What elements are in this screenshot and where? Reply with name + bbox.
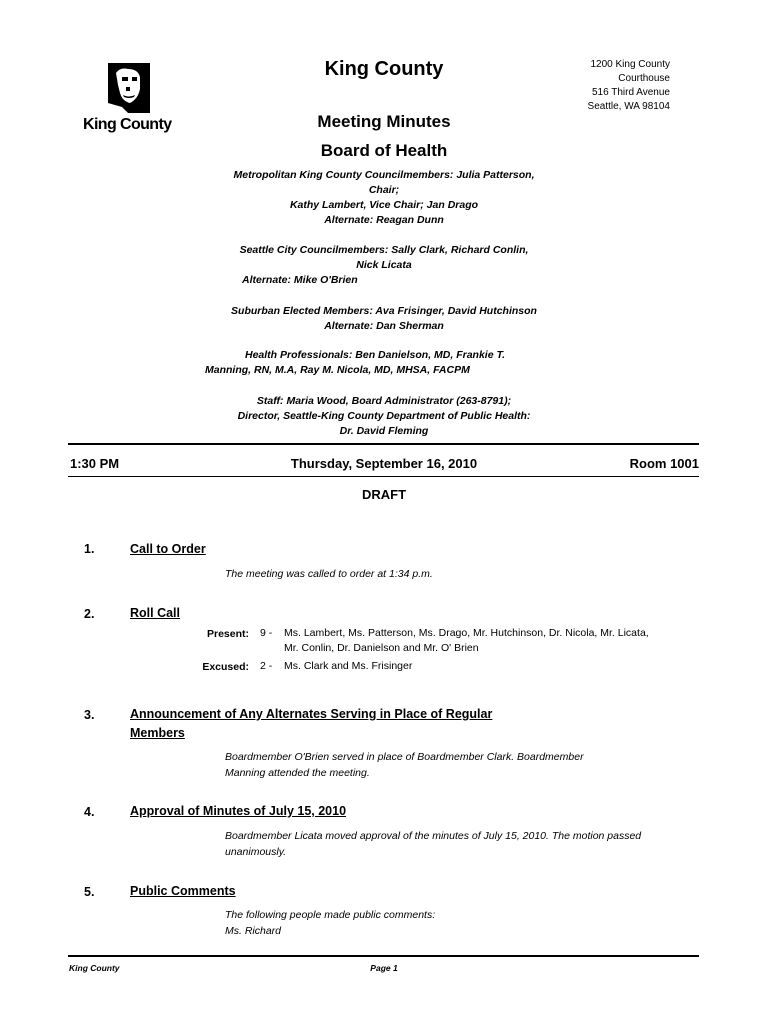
member-line: Nick Licata xyxy=(356,259,412,271)
meeting-date: Thursday, September 16, 2010 xyxy=(290,456,478,471)
org-title: King County xyxy=(324,58,444,80)
seattle-members xyxy=(200,243,568,288)
item-number: 4. xyxy=(84,805,95,819)
org-address xyxy=(588,58,670,114)
draft-status: DRAFT xyxy=(361,487,407,502)
staff-members xyxy=(200,394,568,439)
member-line: Chair; xyxy=(368,184,400,196)
page-number: Page 1 xyxy=(370,963,398,973)
metro-members xyxy=(200,168,568,228)
address-line: 516 Third Avenue xyxy=(591,87,670,98)
address-line: Seattle, WA 98104 xyxy=(587,101,670,112)
board-name: Board of Health xyxy=(320,141,448,160)
item-note-line: The following people made public comments: xyxy=(225,909,436,921)
address-line: Courthouse xyxy=(618,73,670,84)
item-title: Call to Order xyxy=(130,542,206,556)
footer-rule xyxy=(68,955,699,957)
item-number: 1. xyxy=(84,542,95,556)
excused-names: Ms. Clark and Ms. Frisinger xyxy=(284,660,413,672)
present-names: Ms. Lambert, Ms. Patterson, Ms. Drago, Mr. Hutchinson, Dr. Nicola, Mr. Licata, Mr. Conlin, Dr. Danielson and Mr. O' Brien xyxy=(284,627,649,654)
king-county-logo xyxy=(80,60,180,140)
item-title: Roll Call xyxy=(130,606,181,620)
member-line: Dr. David Fleming xyxy=(339,425,429,437)
meeting-time: 1:30 PM xyxy=(70,456,120,471)
member-line: Seattle City Councilmembers: Sally Clark, Richard Conlin, xyxy=(239,244,529,256)
member-line: Alternate: Reagan Dunn xyxy=(324,214,444,226)
present-label: Present: xyxy=(206,628,249,640)
member-line: Health Professionals: Ben Danielson, MD, Frankie T. xyxy=(245,349,506,361)
item-title-line: Members xyxy=(130,726,185,740)
member-line: Kathy Lambert, Vice Chair; Jan Drago xyxy=(289,199,479,211)
member-line: Manning, RN, M.A, Ray M. Nicola, MD, MHSA, FACPM xyxy=(205,364,470,376)
logo-wordmark: King County xyxy=(83,116,172,133)
item-title-line: Announcement of Any Alternates Serving in Place of Regular xyxy=(130,707,493,721)
header-rule-bottom xyxy=(68,476,699,477)
item-number: 3. xyxy=(84,708,95,722)
excused-label: Excused: xyxy=(202,661,249,673)
member-line: Staff: Maria Wood, Board Administrator (263-8791); xyxy=(256,395,512,407)
item-note-line: Ms. Richard xyxy=(225,925,282,937)
item-number: 2. xyxy=(84,607,95,621)
header-rule-top xyxy=(68,443,699,445)
item-note: Boardmember O'Brien served in place of Boardmember Clark. Boardmember Manning attended the meeting. xyxy=(225,751,584,779)
address-line: 1200 King County xyxy=(590,59,670,70)
item-title: Approval of Minutes of July 15, 2010 xyxy=(130,804,347,818)
item-note xyxy=(225,907,675,939)
item-note: The meeting was called to order at 1:34 p.m. xyxy=(225,568,433,580)
item-note: Boardmember Licata moved approval of the minutes of July 15, 2010. The motion passed unanimously. xyxy=(225,830,642,858)
health-members xyxy=(205,348,535,378)
member-line: Alternate: Dan Sherman xyxy=(324,320,444,332)
member-line: Alternate: Mike O'Brien xyxy=(242,274,358,286)
item-title xyxy=(130,705,492,743)
item-title: Public Comments xyxy=(130,884,236,898)
member-line: Suburban Elected Members: Ava Frisinger, David Hutchinson xyxy=(231,305,537,317)
meeting-room: Room 1001 xyxy=(629,456,699,471)
suburban-members xyxy=(200,304,568,334)
footer-org: King County xyxy=(69,963,120,973)
excused-count: 2 - xyxy=(260,660,273,672)
present-count: 9 - xyxy=(260,627,273,639)
item-number: 5. xyxy=(84,885,95,899)
member-line: Director, Seattle-King County Department of Public Health: xyxy=(237,410,531,422)
member-line: Metropolitan King County Councilmembers: Julia Patterson, xyxy=(233,169,535,181)
mlk-portrait-icon xyxy=(108,63,150,113)
document-type: Meeting Minutes xyxy=(317,112,451,131)
